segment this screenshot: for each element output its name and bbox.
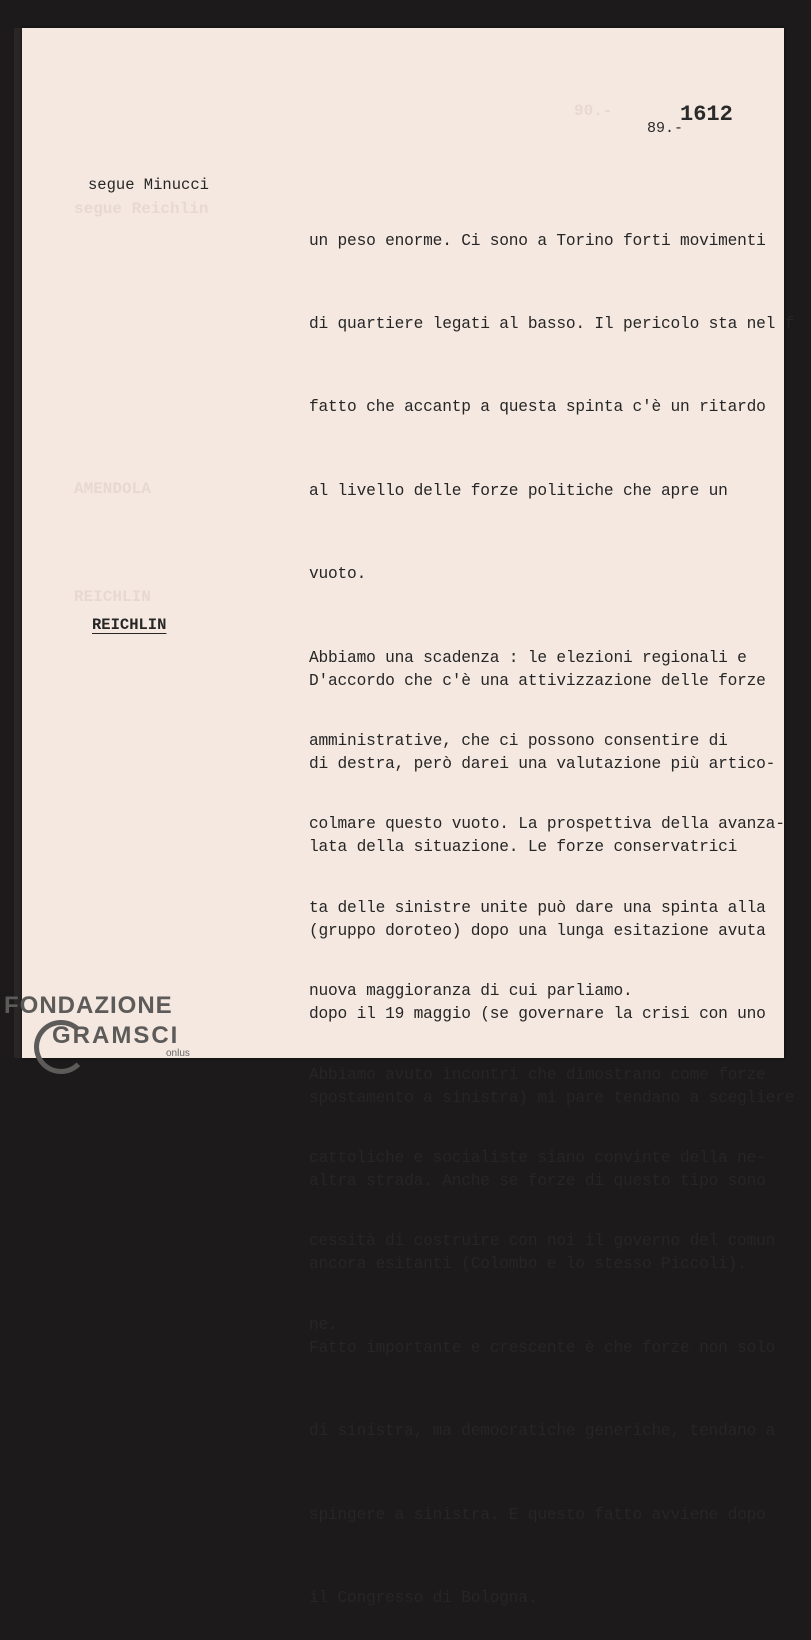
text-line: D'accordo che c'è una attivizzazione delle forze xyxy=(309,671,766,690)
text-line: cattoliche e socialiste siano convinte della ne- xyxy=(309,1148,766,1167)
text-line: Fatto importante e crescente è che forze non solo xyxy=(309,1338,776,1357)
text-line: nuova maggioranza di cui parliamo. xyxy=(309,982,633,1001)
text-line: ne. xyxy=(309,1315,338,1334)
text-line: (gruppo doroteo) dopo una lunga esitazione avuta xyxy=(309,921,766,940)
fondazione-gramsci-watermark xyxy=(4,992,190,1059)
text-line: ancora esitanti (Colombo e lo stesso Piccoli). xyxy=(309,1255,747,1274)
speaker-label-reichlin: REICHLIN xyxy=(92,616,167,634)
text-line: spingere a sinistra. E questo fatto avviene dopo xyxy=(309,1505,766,1524)
sub-page-number: 89.- xyxy=(647,120,684,137)
text-line: dopo il 19 maggio (se governare la crisi con uno xyxy=(309,1005,766,1024)
text-line: spostamento a sinistra) mi pare tendano a scegliere xyxy=(309,1088,795,1107)
watermark-line3: onlus xyxy=(166,1048,190,1059)
text-line: di destra, però darei una valutazione più artico- xyxy=(309,754,776,773)
speaker-label-minucci: segue Minucci xyxy=(88,176,209,194)
text-line: cessità di costruire con noi il governo del comun xyxy=(309,1232,776,1251)
text-line: fatto che accantp a questa spinta c'è un ritardo xyxy=(309,398,766,417)
text-line: Abbiamo una scadenza : le elezioni regionali e xyxy=(309,648,747,667)
text-line: Abbiamo avuto incontri che dimostrano come forze xyxy=(309,1065,766,1084)
text-line: lata della situazione. Le forze conservatrici xyxy=(309,838,738,857)
bleed-through-text: AMENDOLA xyxy=(74,480,151,498)
gramsci-g-icon xyxy=(34,1020,88,1074)
page-left-edge xyxy=(14,28,22,1058)
watermark-line2: GRAMSCI xyxy=(52,1022,180,1049)
watermark-line1: FONDAZIONE xyxy=(4,992,173,1019)
page-number: 1612 xyxy=(680,102,733,127)
text-line: amministrative, che ci possono consentire di xyxy=(309,731,728,750)
text-line: altra strada. Anche se forze di questo tipo sono xyxy=(309,1171,766,1190)
bleed-through-text: REICHLIN xyxy=(74,588,151,606)
text-block-reichlin xyxy=(309,612,794,1640)
text-line: al livello delle forze politiche che apre un xyxy=(309,481,728,500)
bleed-through-text: 90.- xyxy=(574,102,613,120)
text-line: ta delle sinistre unite può dare una spinta alla xyxy=(309,898,766,917)
text-line: colmare questo vuoto. La prospettiva della avanza- xyxy=(309,815,785,834)
bleed-through-text: segue Reichlin xyxy=(74,200,209,218)
text-line: vuoto. xyxy=(309,565,367,584)
text-line: un peso enorme. Ci sono a Torino forti movimenti xyxy=(309,231,766,250)
text-line: il Congresso di Bologna. xyxy=(309,1588,538,1607)
text-line: di quartiere legati al basso. Il pericolo sta nel f xyxy=(309,314,795,333)
text-line: di sinistra, ma democratiche generiche, tendano a xyxy=(309,1422,776,1441)
